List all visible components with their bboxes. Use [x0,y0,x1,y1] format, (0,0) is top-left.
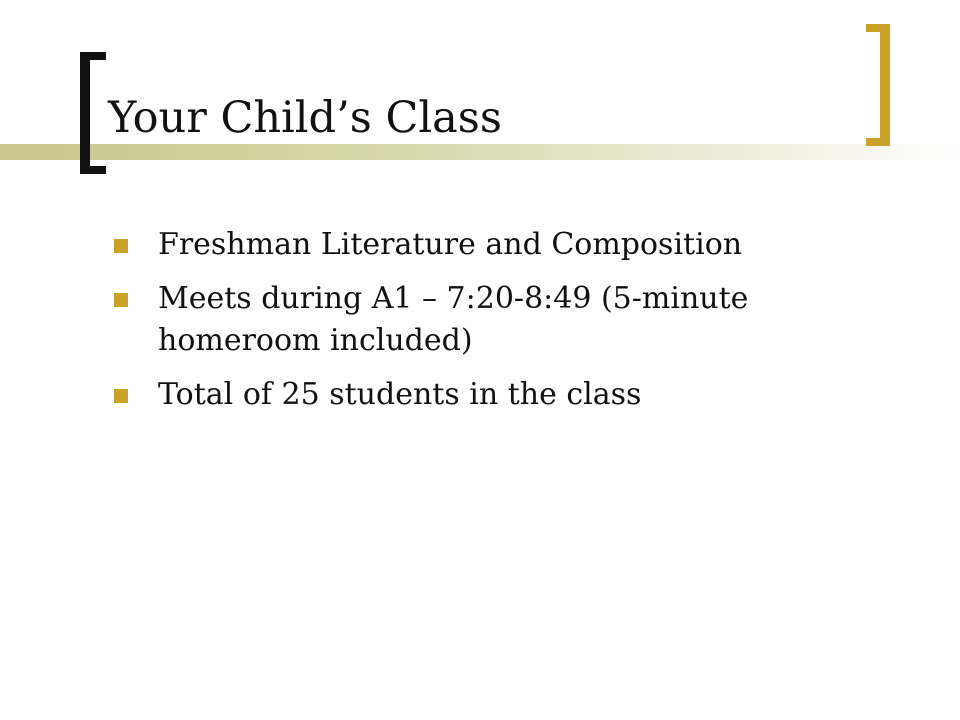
square-bullet-icon [114,389,128,403]
bullet-item [112,278,902,362]
bullet-item [112,374,902,416]
slide-title: Your Child’s Class [108,93,502,143]
bullet-text: Total of 25 students in the class [158,377,642,412]
bullet-item [112,224,902,266]
bullet-text: Meets during A1 – 7:20-8:49 (5-minute homeroom included) [158,281,749,358]
square-bullet-icon [114,239,128,253]
right-bracket-decoration [866,24,890,146]
title-underline-bar [0,144,960,160]
bullet-list [112,224,902,428]
square-bullet-icon [114,293,128,307]
bullet-text: Freshman Literature and Composition [158,227,743,262]
left-bracket-decoration [80,52,106,174]
